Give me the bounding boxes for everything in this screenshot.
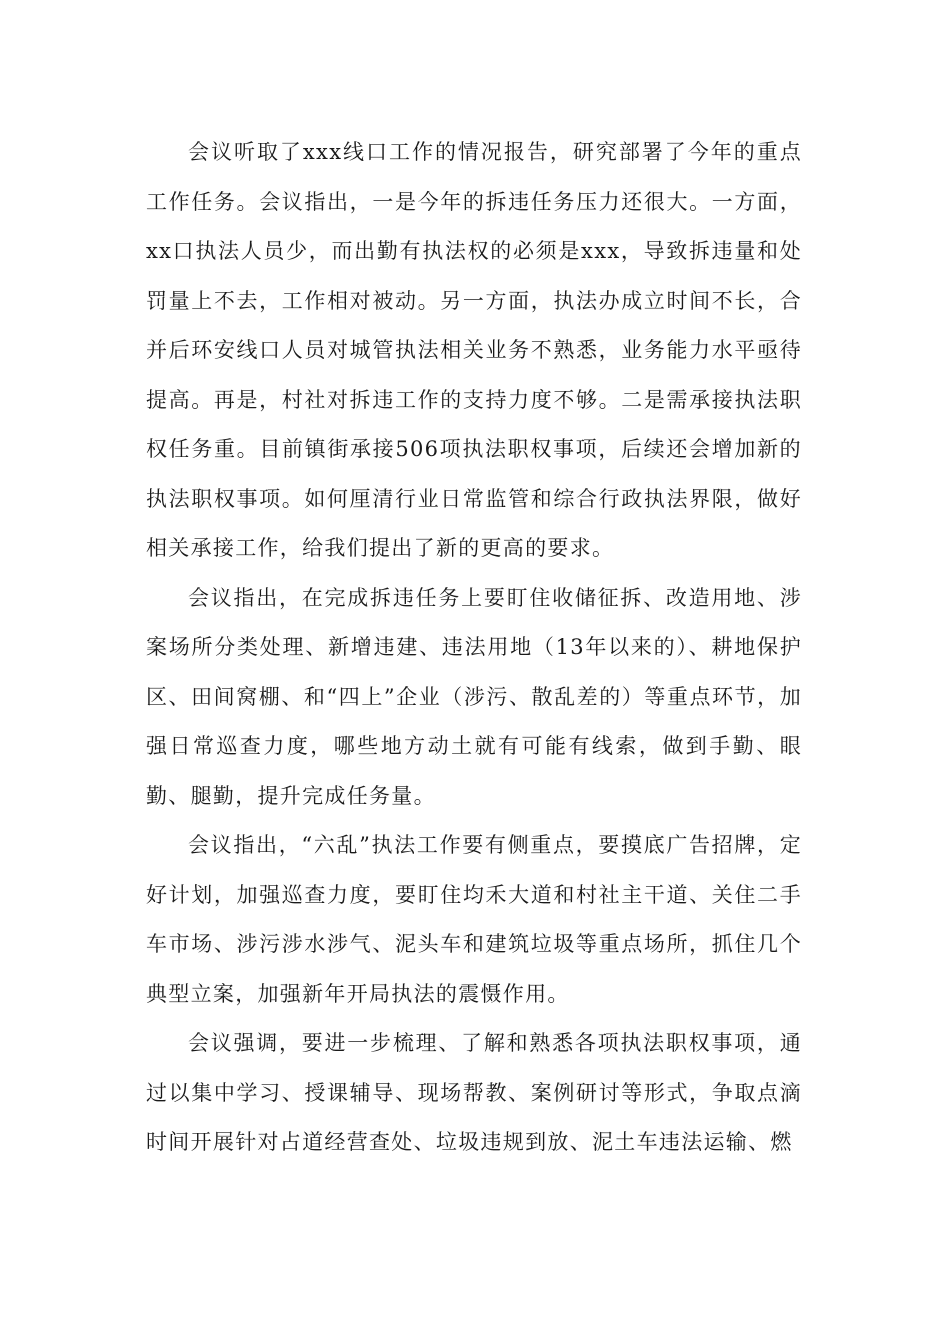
paragraph-4: 会议强调，要进一步梳理、了解和熟悉各项执法职权事项，通过以集中学习、授课辅导、现场帮教、案例研讨等形式，争取点滴时间开展针对占道经营查处、垃圾违规到放、泥土车违法运输、燃 xyxy=(146,1031,802,1154)
paragraph-3: 会议指出，“六乱”执法工作要有侧重点，要摸底广告招牌，定好计划，加强巡查力度，要盯住均禾大道和村社主干道、关住二手车市场、涉污涉水涉气、泥头车和建筑垃圾等重点场所，抓住几个典型立案，加强新年开局执法的震慑作用。 xyxy=(146,833,802,1006)
document-body xyxy=(146,128,802,1168)
paragraph-2: 会议指出，在完成拆违任务上要盯住收储征拆、改造用地、涉案场所分类处理、新增违建、违法用地（13年以来的）、耕地保护区、田间窝棚、和“四上”企业（涉污、散乱差的）等重点环节，加强日常巡查力度，哪些地方动土就有可能有线索，做到手勤、眼勤、腿勤，提升完成任务量。 xyxy=(146,585,802,808)
paragraph-1: 会议听取了xxx线口工作的情况报告，研究部署了今年的重点工作任务。会议指出，一是今年的拆违任务压力还很大。一方面，xx口执法人员少，而出勤有执法权的必须是xxx，导致拆违量和处罚量上不去，工作相对被动。另一方面，执法办成立时间不长，合并后环安线口人员对城管执法相关业务不熟悉，业务能力水平亟待提高。再是，村社对拆违工作的支持力度不够。二是需承接执法职权任务重。目前镇街承接506项执法职权事项，后续还会增加新的执法职权事项。如何厘清行业日常监管和综合行政执法界限，做好相关承接工作，给我们提出了新的更高的要求。 xyxy=(146,140,802,560)
